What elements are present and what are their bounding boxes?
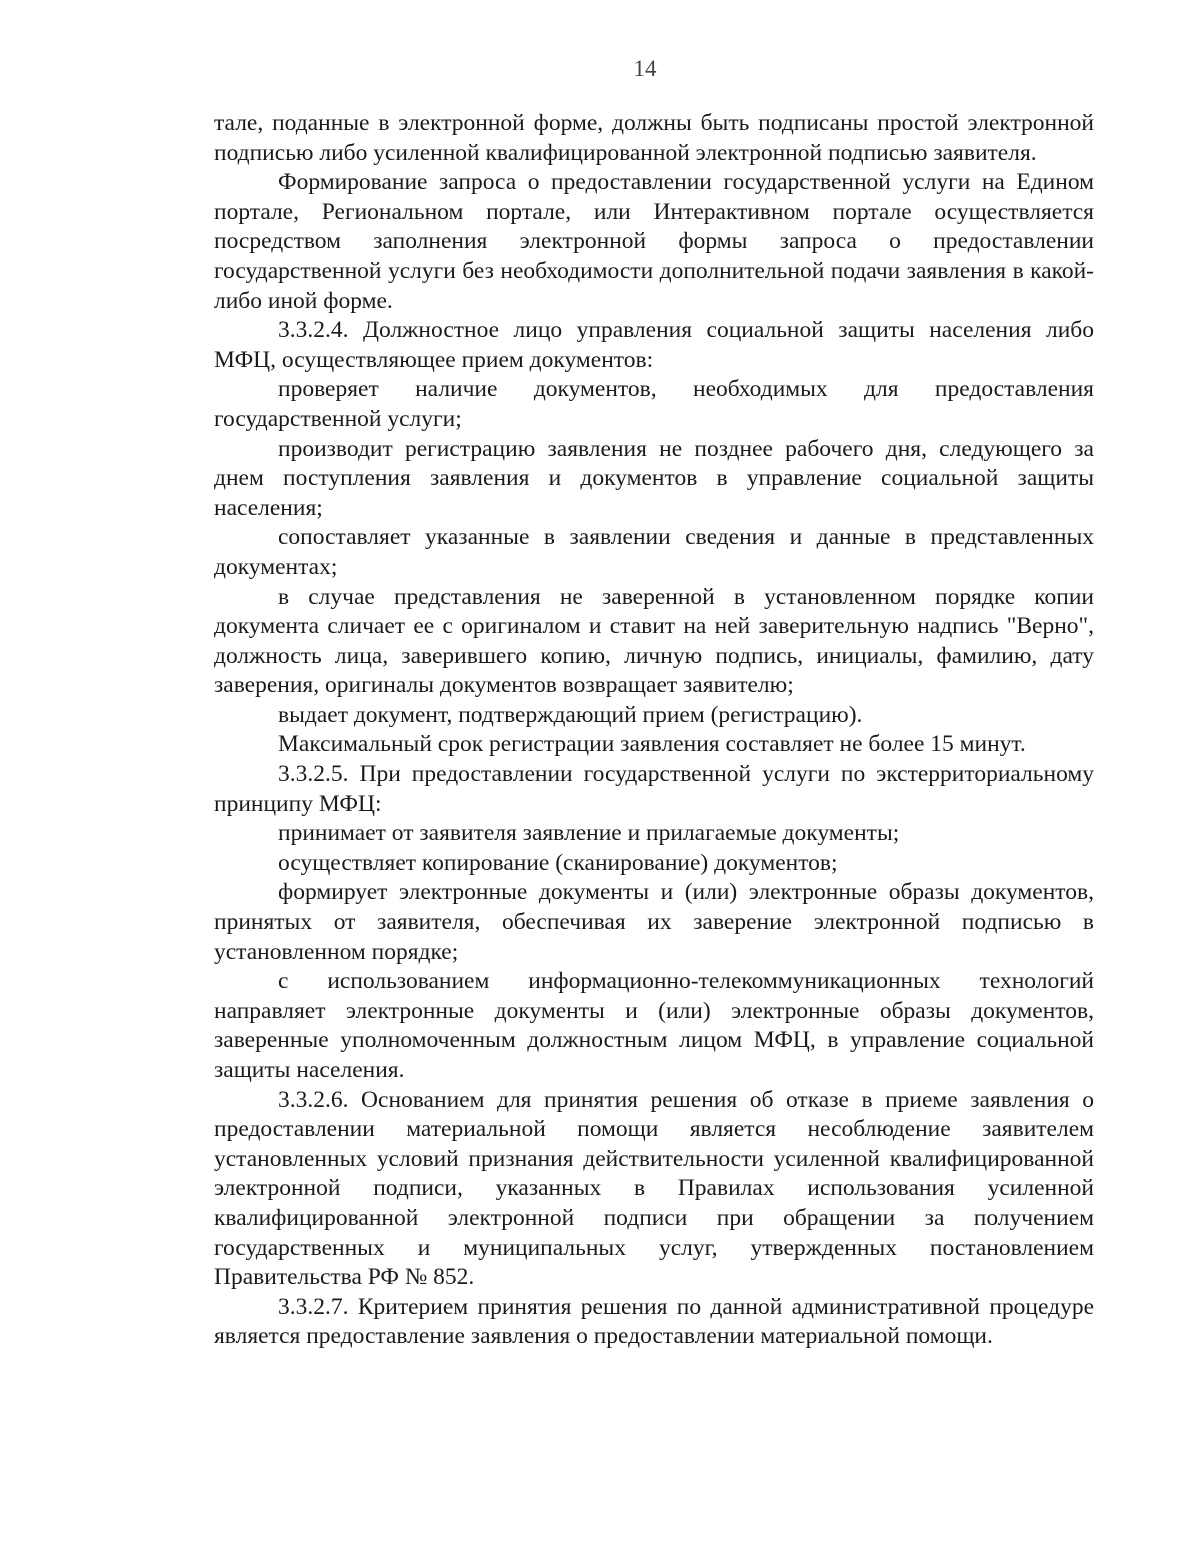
- paragraph: формирует электронные документы и (или) электронные образы документов, принятых от заявителя, обеспечивая их заверение электронной подписью в установленном порядке;: [214, 879, 1094, 965]
- paragraph: 3.3.2.6. Основанием для принятия решения об отказе в приеме заявления о предоставлении материальной помощи является несоблюдение заявителем установленных условий признания действительности усиленной квалифицированной электронной подписи, указанных в Правилах использования усиленной квалифицированной электронной подписи при обращении за получением государственных и муниципальных услуг, утвержденных постановлением Правительства РФ № 852.: [214, 1086, 1094, 1291]
- paragraph: Максимальный срок регистрации заявления составляет не более 15 минут.: [278, 731, 1026, 758]
- paragraph: выдает документ, подтверждающий прием (регистрацию).: [278, 701, 863, 728]
- paragraph: 3.3.2.4. Должностное лицо управления социальной защиты населения либо МФЦ, осуществляющее прием документов:: [214, 317, 1094, 373]
- document-body: [214, 109, 1094, 1352]
- paragraph: сопоставляет указанные в заявлении сведения и данные в представленных документах;: [214, 524, 1094, 580]
- paragraph: проверяет наличие документов, необходимых для предоставления государственной услуги;: [214, 376, 1094, 432]
- paragraph: 3.3.2.5. При предоставлении государственной услуги по экстерриториальному принципу МФЦ:: [214, 761, 1094, 817]
- paragraph: принимает от заявителя заявление и прилагаемые документы;: [278, 820, 900, 847]
- paragraph: в случае представления не заверенной в установленном порядке копии документа сличает ее с оригиналом и ставит на ней заверительную надпись "Верно", должность лица, заверившего копию, личную подпись, инициалы, фамилию, дату заверения, оригиналы документов возвращает заявителю;: [214, 583, 1094, 699]
- page-number: 14: [633, 56, 657, 81]
- paragraph: Формирование запроса о предоставлении государственной услуги на Едином портале, Региональном портале, или Интерактивном портале осуществляется посредством заполнения электронной формы запроса о предоставлении государственной услуги без необходимости дополнительной подачи заявления в какой-либо иной форме.: [214, 169, 1094, 314]
- paragraph: производит регистрацию заявления не позднее рабочего дня, следующего за днем поступления заявления и документов в управление социальной защиты населения;: [214, 435, 1094, 521]
- paragraph: с использованием информационно-телекоммуникационных технологий направляет электронные документы и (или) электронные образы документов, заверенные уполномоченным должностным лицом МФЦ, в управление социальной защиты населения.: [214, 968, 1094, 1083]
- paragraph: тале, поданные в электронной форме, должны быть подписаны простой электронной подписью либо усиленной квалифицированной электронной подписью заявителя.: [214, 110, 1094, 166]
- paragraph: 3.3.2.7. Критерием принятия решения по данной административной процедуре является предоставление заявления о предоставлении материальной помощи.: [214, 1293, 1094, 1350]
- paragraph: осуществляет копирование (сканирование) документов;: [278, 849, 838, 876]
